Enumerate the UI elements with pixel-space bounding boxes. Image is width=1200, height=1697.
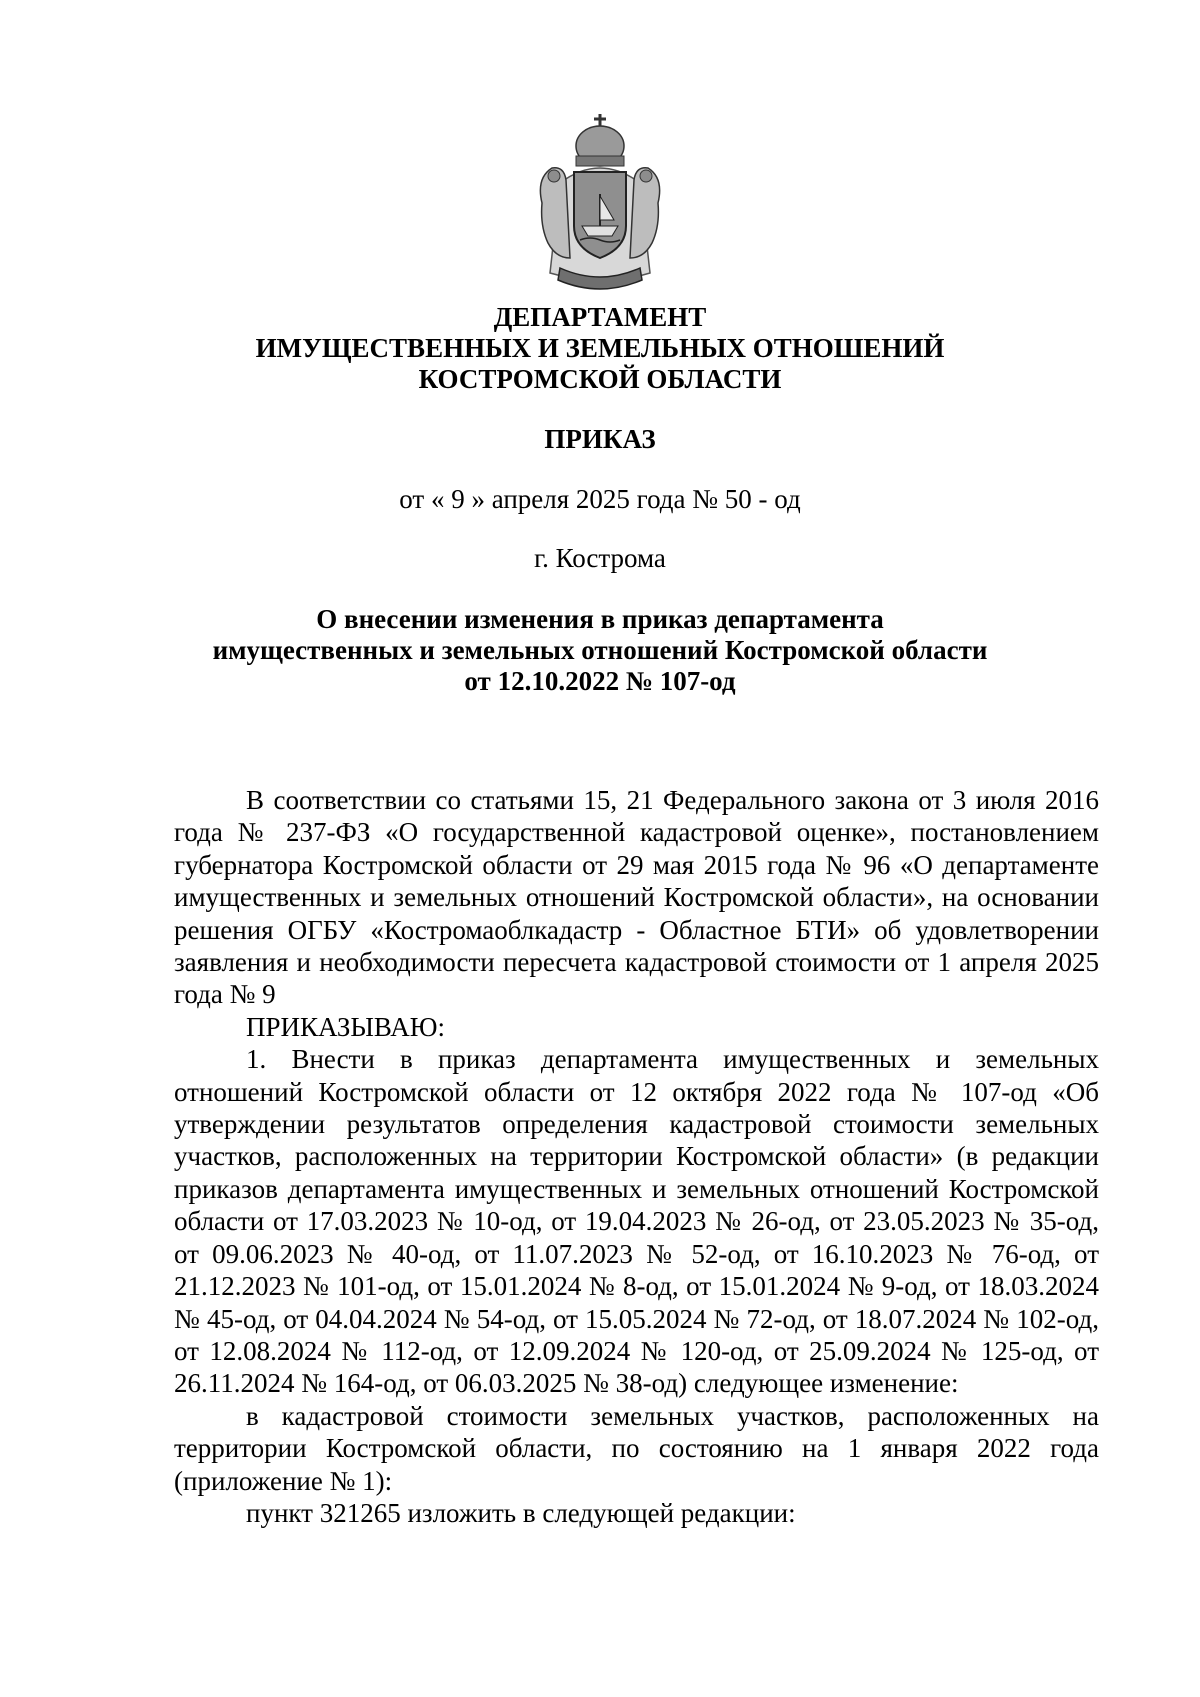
change-scope-paragraph: в кадастровой стоимости земельных участков, расположенных на территории Костромской области, по состоянию на 1 января 2022 года (приложение № 1): — [174, 1400, 1099, 1496]
city: г. Кострома — [534, 543, 666, 573]
department-name-line-3: КОСТРОМСКОЙ ОБЛАСТИ — [418, 364, 782, 394]
coat-of-arms-emblem — [530, 108, 670, 298]
order-title-line-1: О внесении изменения в приказ департамента — [316, 604, 884, 634]
order-title-line-3: от 12.10.2022 № 107-од — [464, 666, 736, 696]
document-type: ПРИКАЗ — [544, 424, 656, 454]
department-name-line-1: ДЕПАРТАМЕНТ — [493, 302, 707, 332]
order-body — [174, 784, 1099, 1529]
order-title-line-2: имущественных и земельных отношений Костромской области — [212, 635, 988, 665]
department-name-line-2: ИМУЩЕСТВЕННЫХ И ЗЕМЕЛЬНЫХ ОТНОШЕНИЙ — [255, 333, 945, 363]
preamble-paragraph: В соответствии со статьями 15, 21 Федерального закона от 3 июля 2016 года № 237-ФЗ «О государственной кадастровой оценке», постановлением губернатора Костромской области от 29 мая 2015 года № 96 «О департаменте имущественных и земельных отношений Костромской области», на основании решения ОГБУ «Костромаоблкадастр - Областное БТИ» об удовлетворении заявления и необходимости пересчета кадастровой стоимости от 1 апреля 2025 года № 9 — [174, 785, 1099, 1010]
item-1-paragraph: 1. Внести в приказ департамента имущественных и земельных отношений Костромской области от 12 октября 2022 года № 107-од «Об утверждении результатов определения кадастровой стоимости земельных участков, расположенных на территории Костромской области» (в редакции приказов департамента имущественных и земельных отношений Костромской области от 17.03.2023 № 10-од, от 19.04.2023 № 26-од, от 23.05.2023 № 35-од, от 09.06.2023 № 40-од, от 11.07.2023 № 52-од, от 16.10.2023 № 76-од, от 21.12.2023 № 101-од, от 15.01.2024 № 8-од, от 15.01.2024 № 9-од, от 18.03.2024 № 45-од, от 04.04.2024 № 54-од, от 15.05.2024 № 72-од, от 18.07.2024 № 102-од, от 12.08.2024 № 112-од, от 12.09.2024 № 120-од, от 25.09.2024 № 125-од, от 26.11.2024 № 164-од, от 06.03.2025 № 38-од) следующее изменение: — [174, 1044, 1099, 1399]
order-date-number: от « 9 » апреля 2025 года № 50 - од — [399, 484, 801, 514]
order-verb: ПРИКАЗЫВАЮ: — [246, 1011, 445, 1042]
clause-replacement-paragraph: пункт 321265 изложить в следующей редакции: — [246, 1497, 796, 1528]
